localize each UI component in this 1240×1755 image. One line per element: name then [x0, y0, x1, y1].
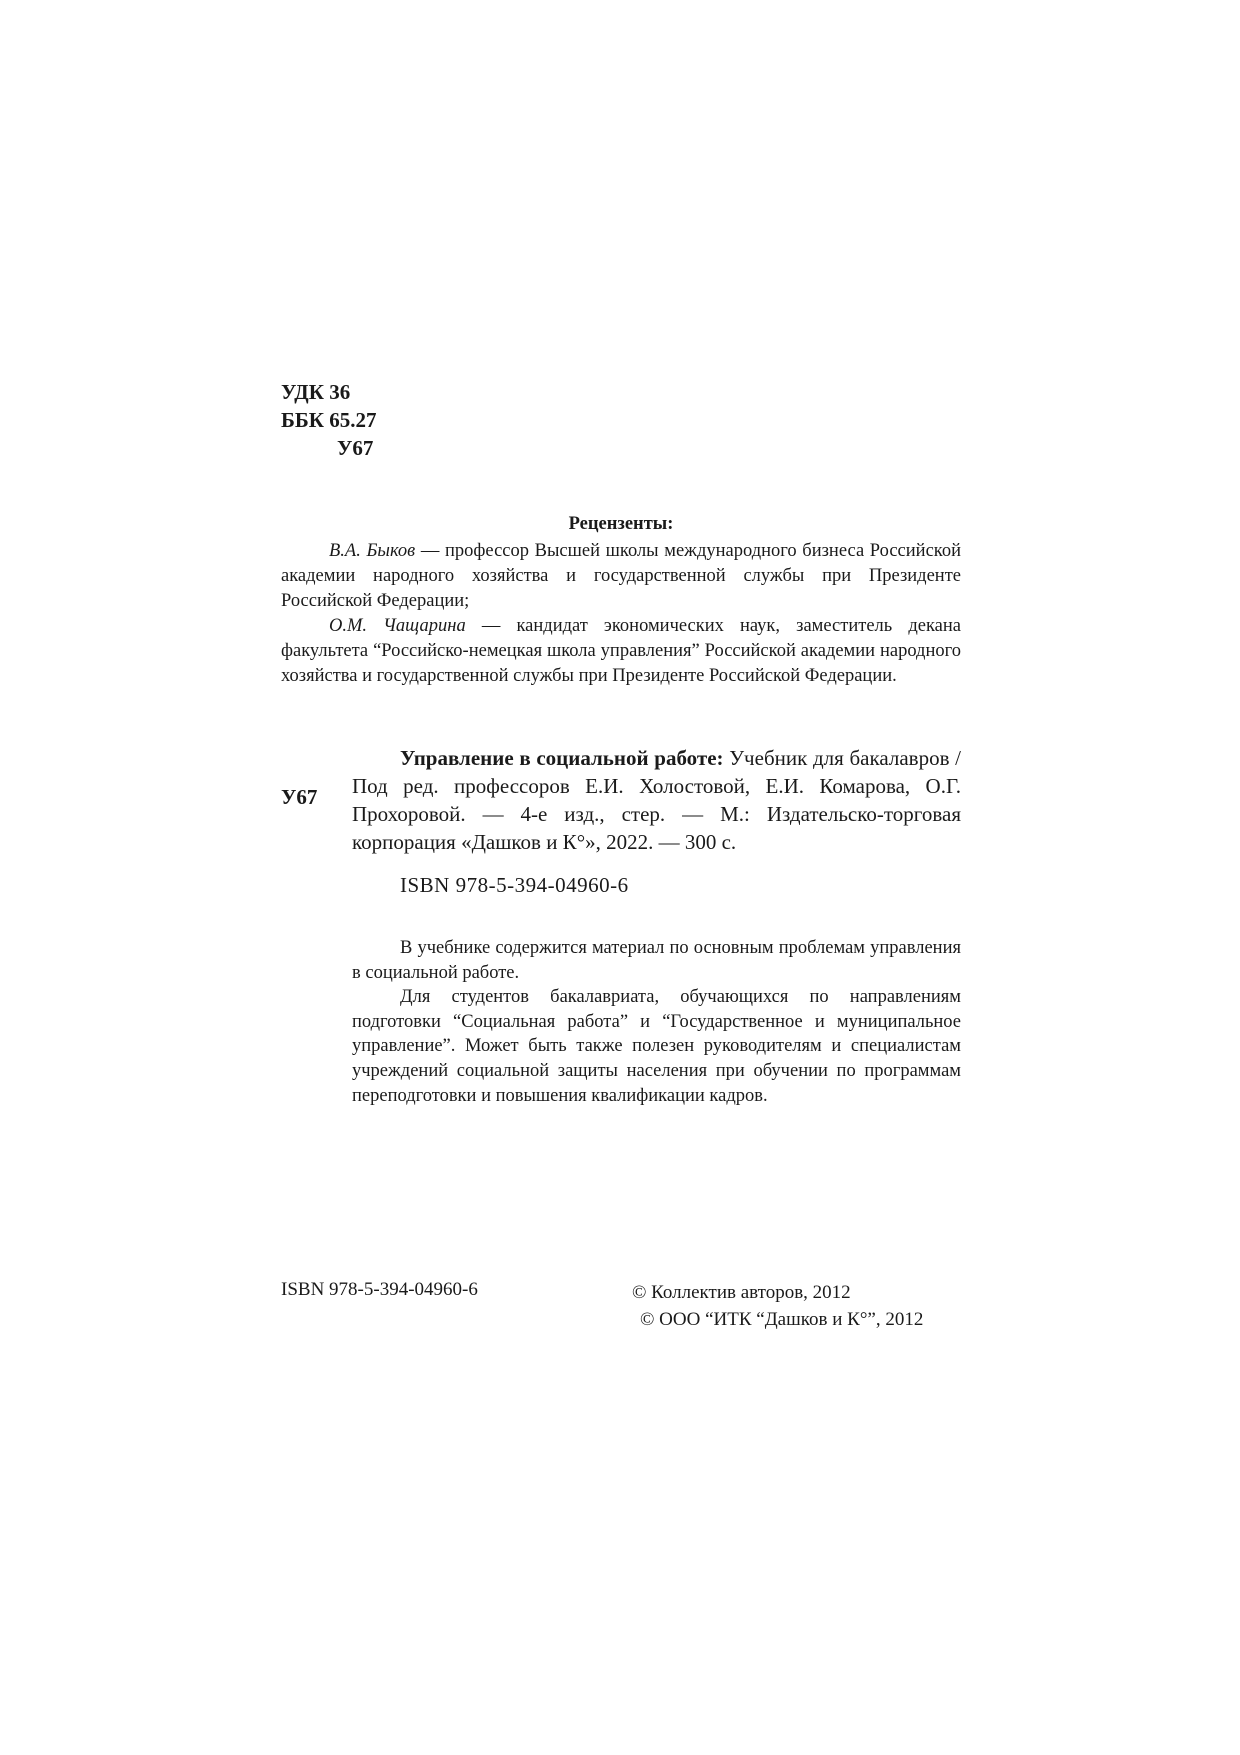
footer-isbn: ISBN 978-5-394-04960-6	[281, 1279, 478, 1300]
bbk-code: ББК 65.27	[281, 408, 377, 432]
catalog-entry	[352, 744, 961, 899]
catalog-entry-text	[352, 744, 961, 856]
reviewer-entry	[281, 539, 961, 614]
entry-isbn: ISBN 978-5-394-04960-6	[400, 873, 629, 897]
reviewer-name: О.М. Чащарина	[329, 616, 466, 636]
annotation-block	[352, 936, 961, 1108]
udk-code: УДК 36	[281, 380, 351, 404]
copyright-block	[620, 1279, 961, 1333]
book-title: Управление в социальной работе:	[400, 746, 724, 770]
author-mark: У67	[337, 436, 374, 460]
reviewer-entry	[281, 614, 961, 689]
reviewers-block	[281, 512, 961, 689]
reviewer-name: В.А. Быков	[329, 541, 416, 561]
copyright-authors: © Коллектив авторов, 2012	[632, 1282, 851, 1303]
annotation-paragraph: В учебнике содержится материал по основным проблемам управления в социальной работе.	[352, 938, 961, 983]
reviewers-title: Рецензенты:	[568, 514, 674, 534]
book-description: Учебник для бакалавров / Под ред. профессоров Е.И. Холостовой, Е.И. Комарова, О.Г. Прохоровой. — 4-е изд., стер. — М.: Издательско-торговая корпорация «Дашков и К°», 2022. — 300 с.	[352, 746, 961, 854]
annotation-paragraph: Для студентов бакалавриата, обучающихся по направлениям подготовки “Социальная работа” и “Государственное и муниципальное управление”. Может быть также полезен руководителям и специалистам учреждений социальной защиты населения при обучении по программам переподготовки и повышения квалификации кадров.	[352, 987, 961, 1106]
classification-codes	[281, 378, 377, 462]
copyright-publisher: © ООО “ИТК “Дашков и К°”, 2012	[640, 1309, 924, 1330]
reviewer-description: — профессор Высшей школы международного бизнеса Российской академии народного хозяйства и государственной службы при Президенте Российской Федерации;	[281, 541, 961, 611]
catalog-entry-code: У67	[281, 785, 318, 809]
reviewer-description: — кандидат экономических наук, заместитель декана факультета “Российско-немецкая школа управления” Российской академии народного хозяйства и государственной службы при Президенте Российской Федерации.	[281, 616, 961, 686]
